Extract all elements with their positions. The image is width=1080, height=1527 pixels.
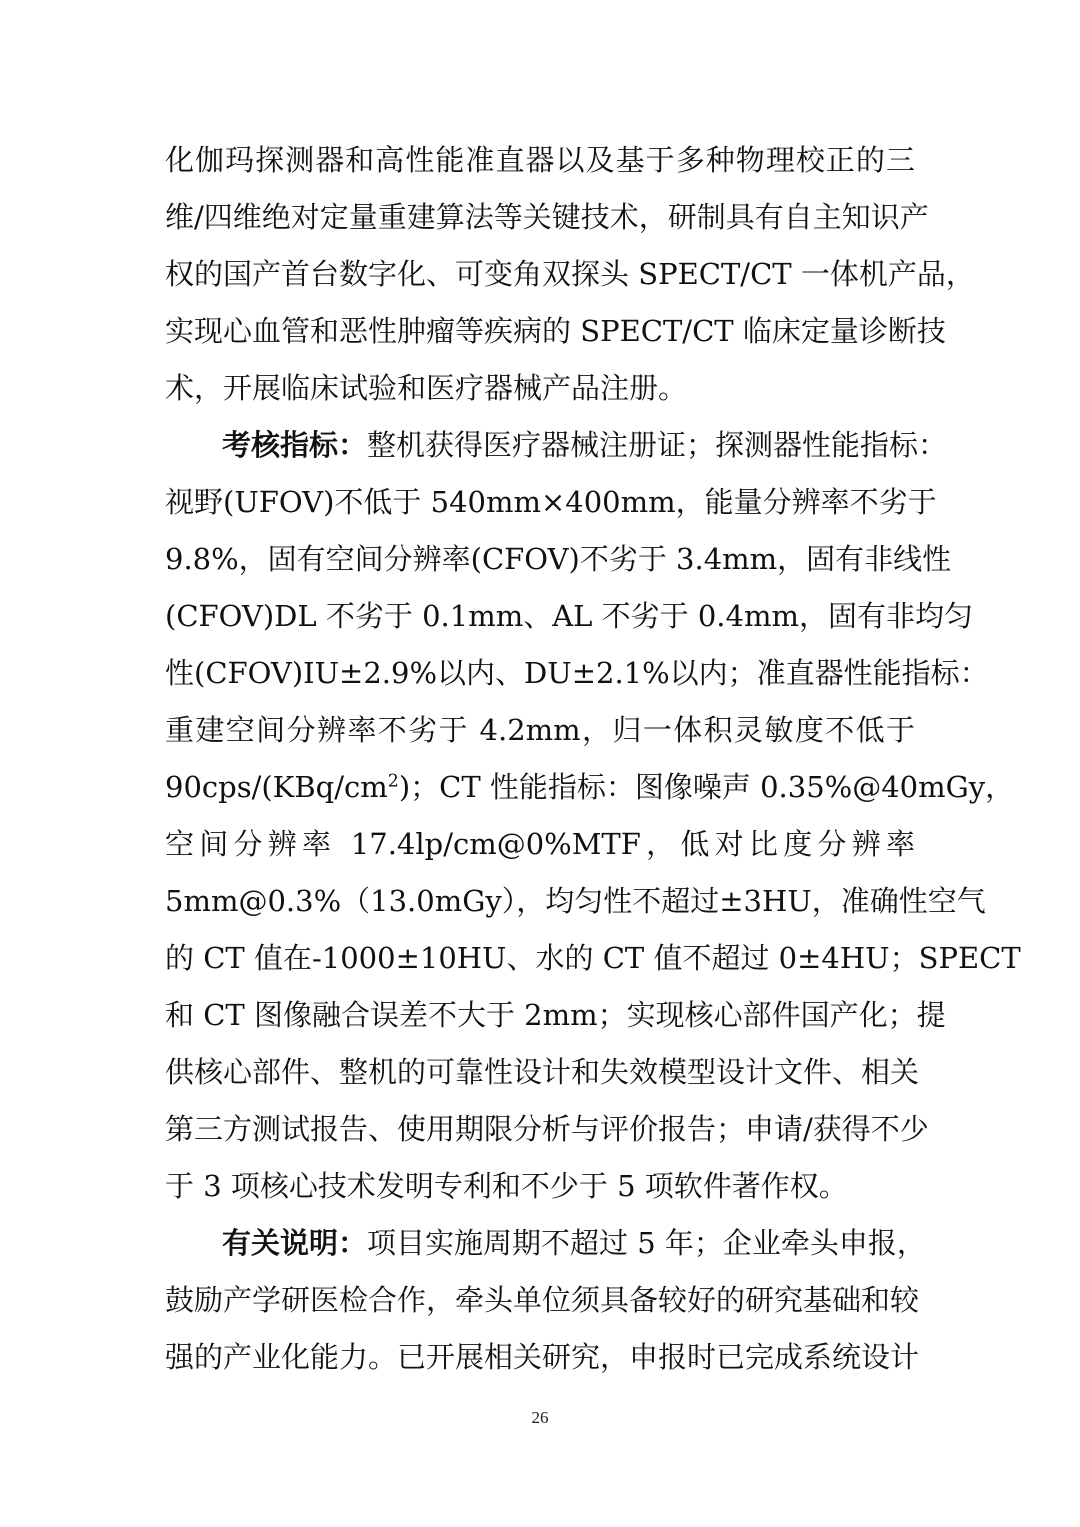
assessment-line: 空间分辨率 17.4lp/cm@0%MTF，低对比度分辨率 xyxy=(165,827,915,861)
body-line: 维/四维绝对定量重建算法等关键技术，研制具有自主知识产 xyxy=(165,200,929,234)
assessment-line: 的 CT 值在-1000±10HU、水的 CT 值不超过 0±4HU；SPECT xyxy=(165,941,1021,975)
assessment-line: (CFOV)DL 不劣于 0.1mm、AL 不劣于 0.4mm，固有非均匀 xyxy=(165,599,973,633)
assessment-line: 9.8%，固有空间分辨率(CFOV)不劣于 3.4mm，固有非线性 xyxy=(165,542,952,576)
body-line: 权的国产首台数字化、可变角双探头 SPECT/CT 一体机产品， xyxy=(165,257,975,291)
sensitivity-unit-before: 90cps/(KBq/cm xyxy=(165,770,388,804)
notes-first-line-text: 项目实施周期不超过 5 年；企业牵头申报， xyxy=(367,1226,926,1260)
assessment-first-line-text: 整机获得医疗器械注册证；探测器性能指标： xyxy=(367,428,948,462)
page-number: 26 xyxy=(531,1408,549,1427)
body-line: 术，开展临床试验和医疗器械产品注册。 xyxy=(165,371,688,405)
sensitivity-unit-exponent: 2 xyxy=(387,771,399,792)
assessment-line: 和 CT 图像融合误差不大于 2mm；实现核心部件国产化；提 xyxy=(165,998,946,1032)
assessment-heading: 考核指标： xyxy=(222,428,368,462)
assessment-line: 第三方测试报告、使用期限分析与评价报告；申请/获得不少 xyxy=(165,1112,929,1146)
assessment-line: 性(CFOV)IU±2.9%以内、DU±2.1%以内；准直器性能指标： xyxy=(165,656,989,690)
notes-heading: 有关说明： xyxy=(222,1226,368,1260)
notes-first-line xyxy=(222,1223,926,1263)
assessment-line: 重建空间分辨率不劣于 4.2mm，归一体积灵敏度不低于 xyxy=(165,713,915,747)
assessment-first-line xyxy=(222,425,948,465)
sensitivity-unit-after: )；CT 性能指标：图像噪声 0.35%@40mGy， xyxy=(398,770,1015,804)
assessment-line: 视野(UFOV)不低于 540mm×400mm，能量分辨率不劣于 xyxy=(165,485,937,519)
sensitivity-line xyxy=(165,767,1015,807)
assessment-line: 于 3 项核心技术发明专利和不少于 5 项软件著作权。 xyxy=(165,1169,848,1203)
body-line: 实现心血管和恶性肿瘤等疾病的 SPECT/CT 临床定量诊断技 xyxy=(165,314,946,348)
assessment-line: 5mm@0.3%（13.0mGy），均匀性不超过±3HU，准确性空气 xyxy=(165,884,986,918)
body-line: 化伽玛探测器和高性能准直器以及基于多种物理校正的三 xyxy=(165,143,915,177)
notes-line: 鼓励产学研医检合作，牵头单位须具备较好的研究基础和较 xyxy=(165,1283,920,1317)
assessment-line: 供核心部件、整机的可靠性设计和失效模型设计文件、相关 xyxy=(165,1055,920,1089)
notes-line: 强的产业化能力。已开展相关研究，申报时已完成系统设计 xyxy=(165,1340,920,1374)
